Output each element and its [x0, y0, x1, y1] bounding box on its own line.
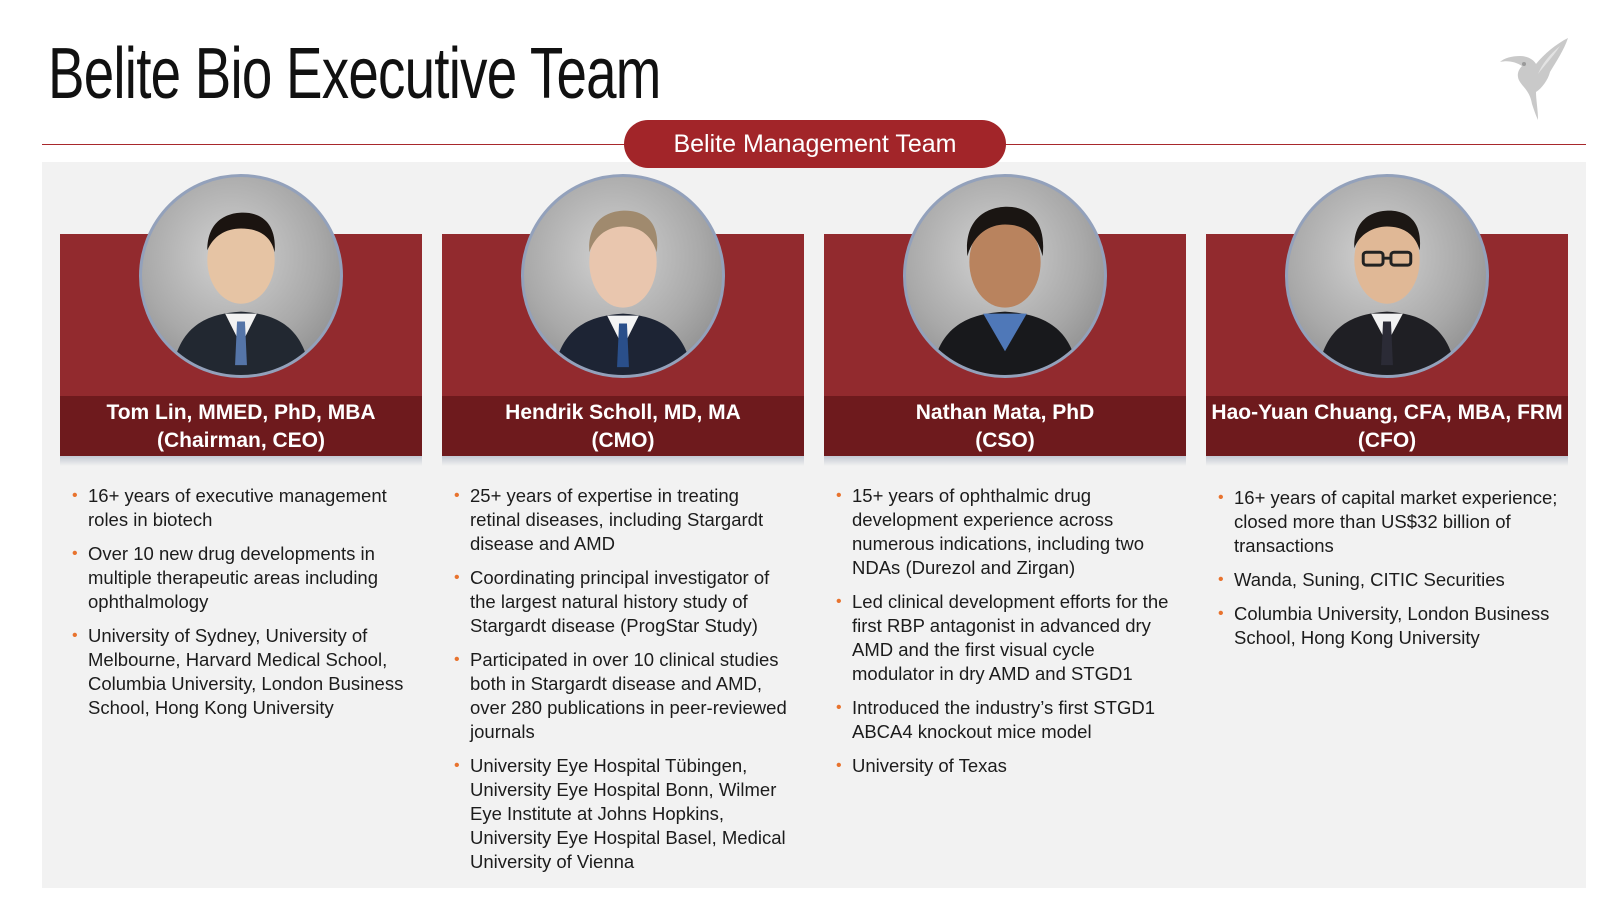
page-title: Belite Bio Executive Team [48, 34, 661, 114]
bullet-item: • 16+ years of executive management roles in biotech [72, 484, 412, 532]
executive-name: Hao-Yuan Chuang, CFA, MBA, FRM [1211, 401, 1563, 424]
bullet-item: • University of Sydney, University of Melbourne, Harvard Medical School, Columbia University, London Business School, Hong Kong University [72, 624, 412, 720]
executive-bullet-list [72, 484, 412, 730]
executive-bullet-list [836, 484, 1176, 788]
bullet-item: • Coordinating principal investigator of the largest natural history study of Stargardt disease (ProgStar Study) [454, 566, 794, 638]
card-shadow [824, 456, 1186, 466]
executive-name-band [60, 396, 422, 456]
executive-name-band [1206, 396, 1568, 456]
bullet-item: • Participated in over 10 clinical studies both in Stargardt disease and AMD, over 280 publications in peer-reviewed journals [454, 648, 794, 744]
bullet-item: • Over 10 new drug developments in multiple therapeutic areas including ophthalmology [72, 542, 412, 614]
executive-bullet-list [454, 484, 794, 884]
executive-name-band [442, 396, 804, 456]
section-label: Belite Management Team [624, 120, 1006, 168]
bullet-item: • Introduced the industry’s first STGD1 ABCA4 knockout mice model [836, 696, 1176, 744]
executive-name: Tom Lin, MMED, PhD, MBA [106, 401, 376, 424]
bullet-item: • University of Texas [836, 754, 1176, 778]
executive-name: Hendrik Scholl, MD, MA [505, 401, 741, 424]
executive-photo [139, 174, 343, 378]
hummingbird-logo-icon [1490, 36, 1570, 120]
card-shadow [1206, 456, 1568, 466]
bullet-item: • 15+ years of ophthalmic drug development experience across numerous indications, including two NDAs (Durezol and Zirgan) [836, 484, 1176, 580]
executive-role: (Chairman, CEO) [156, 429, 326, 452]
bullet-item: • University Eye Hospital Tübingen, University Eye Hospital Bonn, Wilmer Eye Institute at Johns Hopkins, University Eye Hospital Basel, Medical University of Vienna [454, 754, 794, 874]
bullet-item: • 25+ years of expertise in treating retinal diseases, including Stargardt disease and AMD [454, 484, 794, 556]
executive-photo [1285, 174, 1489, 378]
bullet-item: • Columbia University, London Business School, Hong Kong University [1218, 602, 1558, 650]
card-shadow [60, 456, 422, 466]
executive-role: (CFO) [1357, 429, 1417, 452]
executive-role: (CMO) [591, 429, 655, 452]
bullet-item: • 16+ years of capital market experience; closed more than US$32 billion of transactions [1218, 486, 1558, 558]
executive-name-band [824, 396, 1186, 456]
executive-role: (CSO) [975, 429, 1035, 452]
executive-bullet-list [1218, 486, 1558, 660]
executive-photo [903, 174, 1107, 378]
bullet-item: • Wanda, Suning, CITIC Securities [1218, 568, 1558, 592]
executive-photo [521, 174, 725, 378]
bullet-item: • Led clinical development efforts for the first RBP antagonist in advanced dry AMD and the first visual cycle modulator in dry AMD and STGD1 [836, 590, 1176, 686]
card-shadow [442, 456, 804, 466]
executive-name: Nathan Mata, PhD [915, 401, 1095, 424]
